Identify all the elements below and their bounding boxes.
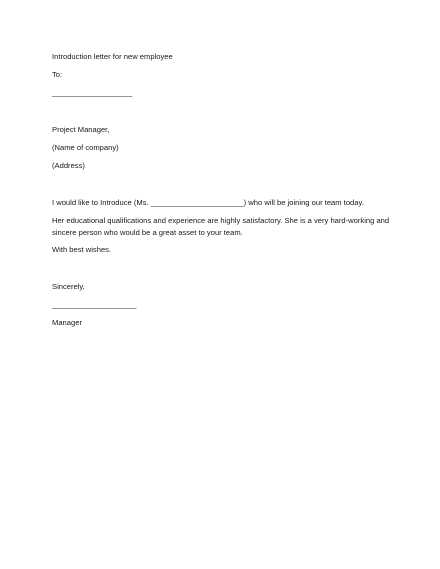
signature-line: ____________________ [52,300,137,309]
signer-name: Manager [52,318,82,327]
body-line-1: Her educational qualifications and experience are highly satisfactory. She is a very hard-working and [52,216,390,225]
body-line-2: sincere person who would be a great asset to your team. [52,228,243,238]
to-label: To: [52,70,63,79]
closing: Sincerely, [52,282,85,291]
best-wishes: With best wishes. [52,245,112,254]
intro-sentence: I would like to Introduce (Ms. ______________________) who will be joining our team today. [52,198,364,207]
body-paragraph [52,216,390,239]
company-address: (Address) [52,161,85,170]
recipient-blank-line: ___________________ [52,88,133,97]
recipient-title: Project Manager, [52,125,110,134]
company-name: (Name of company) [52,143,119,152]
letter-title: Introduction letter for new employee [52,52,173,61]
